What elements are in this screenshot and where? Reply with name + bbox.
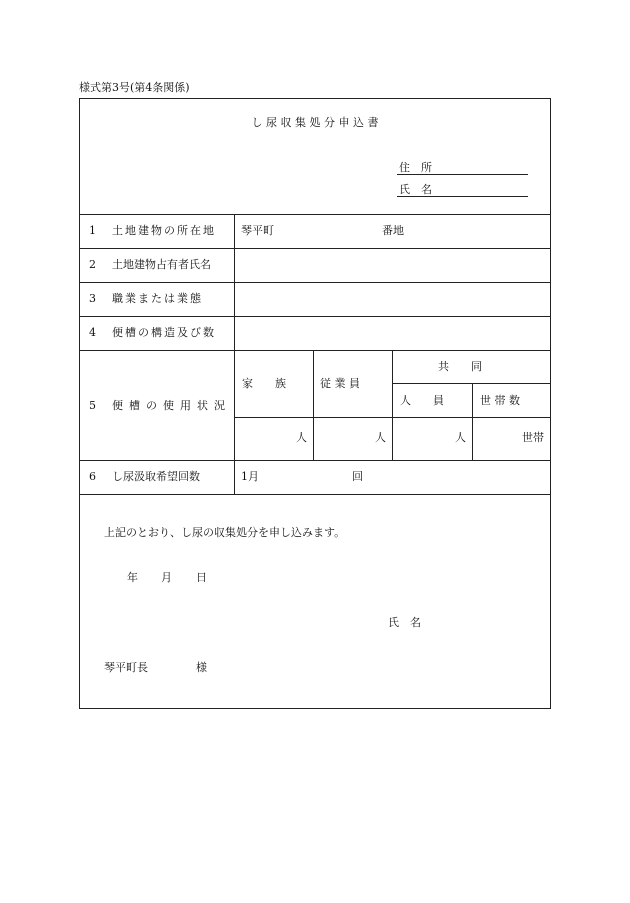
tank-structure-field[interactable] — [236, 318, 549, 348]
row-label-occupation: 職業または業態 — [112, 292, 203, 305]
usage-column-rule — [472, 383, 473, 460]
form-number: 様式第3号(第4条関係) — [79, 81, 190, 94]
row-label-tank-usage: 便槽の使用状況 — [112, 399, 231, 412]
name-label: 氏 名 — [399, 183, 432, 196]
table-top-rule — [79, 214, 551, 215]
shared-header: 共 同 — [438, 360, 482, 373]
shared-households-unit: 世帯 — [522, 431, 544, 444]
address-label: 住 所 — [399, 161, 432, 174]
name-line — [397, 196, 528, 197]
row-number: 2 — [89, 258, 96, 271]
frequency-month: 1月 — [241, 470, 259, 483]
form-title: し 尿 収 集 処 分 申 込 書 — [251, 116, 379, 129]
row-label-collection-frequency: し尿汲取希望回数 — [112, 470, 200, 483]
row-rule — [79, 248, 551, 249]
usage-column-rule — [392, 350, 393, 460]
date-month: 月 — [161, 571, 172, 584]
application-statement: 上記のとおり、し尿の収集処分を申し込みます。 — [104, 526, 346, 539]
label-column-rule — [234, 214, 235, 494]
shared-people-unit: 人 — [455, 431, 466, 444]
row-number: 1 — [89, 224, 96, 237]
location-town: 琴平町 — [241, 224, 274, 237]
shared-households-header: 世 帯 数 — [480, 394, 520, 407]
family-unit: 人 — [296, 431, 307, 444]
row-rule — [79, 350, 551, 351]
employees-header: 従 業 員 — [320, 377, 360, 390]
mayor-addressee: 琴平町長 — [104, 661, 148, 674]
row-number: 5 — [89, 399, 96, 412]
row-label-occupant: 土地建物占有者氏名 — [112, 258, 211, 271]
occupation-field[interactable] — [236, 284, 549, 314]
signature-name-label: 氏 名 — [388, 616, 421, 629]
shared-people-header: 人 員 — [400, 394, 444, 407]
table-bottom-rule — [79, 494, 551, 495]
employees-unit: 人 — [375, 431, 386, 444]
row-label-tank-structure: 便槽の構造及び数 — [112, 326, 216, 339]
row-rule — [79, 316, 551, 317]
row-rule — [79, 282, 551, 283]
frequency-times: 回 — [352, 470, 363, 483]
row-label-location: 土地建物の所在地 — [112, 224, 216, 237]
row-number: 4 — [89, 326, 96, 339]
location-suffix: 番地 — [382, 224, 404, 237]
family-header: 家 族 — [242, 377, 286, 390]
row-rule — [79, 460, 551, 461]
date-day: 日 — [196, 571, 207, 584]
row-number: 6 — [89, 470, 96, 483]
address-line — [397, 174, 528, 175]
mayor-honorific: 様 — [196, 661, 207, 674]
row-number: 3 — [89, 292, 96, 305]
usage-column-rule — [313, 350, 314, 460]
occupant-name-field[interactable] — [236, 250, 549, 280]
date-year: 年 — [127, 571, 138, 584]
